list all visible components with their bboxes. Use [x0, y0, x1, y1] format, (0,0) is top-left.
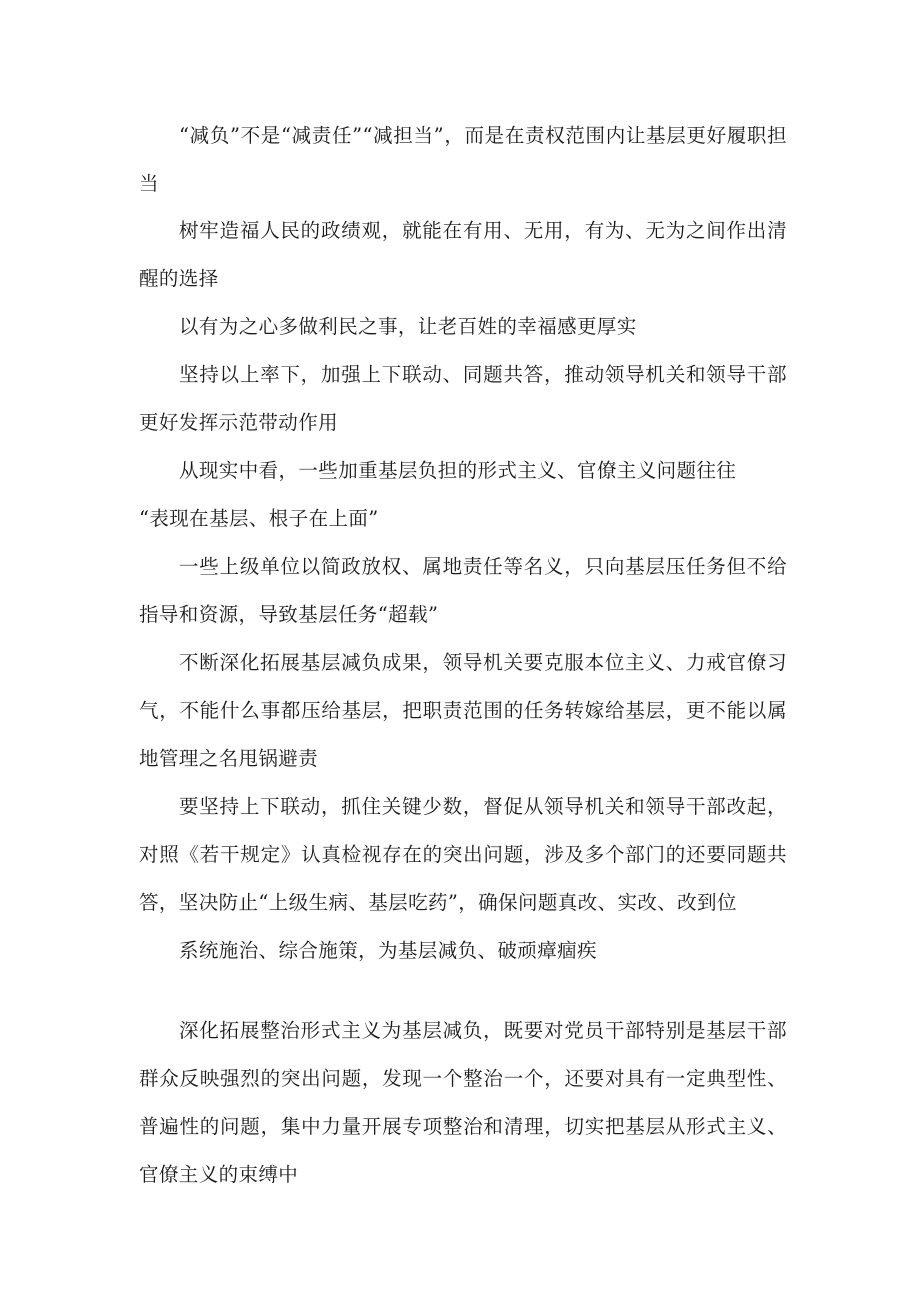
paragraph-4: 坚持以上率下，加强上下联动、同题共答，推动领导机关和领导干部更好发挥示范带动作用 — [139, 363, 787, 434]
paragraph-2: 树牢造福人民的政绩观，就能在有用、无用，有为、无为之间作出清醒的选择 — [139, 219, 787, 290]
paragraph-7: 一些上级单位以简政放权、属地责任等名义，只向基层压任务但不给指导和资源，导致基层任务“超载” — [139, 555, 787, 626]
paragraph-6: “表现在基层、根子在上面” — [139, 507, 379, 530]
paragraph-3: 以有为之心多做利民之事，让老百姓的幸福感更厚实 — [179, 315, 637, 338]
paragraph-heading-1: “减负”不是“减责任”“减担当”，而是在责权范围内让基层更好履职担当 — [139, 124, 787, 195]
paragraph-8: 不断深化拓展基层减负成果，领导机关要克服本位主义、力戒官僚习气，不能什么事都压给基层，把职责范围的任务转嫁给基层，更不能以属地管理之名甩锅避责 — [139, 651, 787, 770]
paragraph-9: 要坚持上下联动，抓住关键少数，督促从领导机关和领导干部改起，对照《若干规定》认真检视存在的突出问题，涉及多个部门的还要同题共答，坚决防止“上级生病、基层吃药”，确保问题真改、实改、改到位 — [139, 795, 787, 914]
paragraph-11: 深化拓展整治形式主义为基层减负，既要对党员干部特别是基层干部群众反映强烈的突出问题，发现一个整治一个，还要对具有一定典型性、普遍性的问题，集中力量开展专项整治和清理，切实把基层从形式主义、官僚主义的束缚中 — [139, 1019, 787, 1186]
paragraph-5: 从现实中看，一些加重基层负担的形式主义、官僚主义问题往往 — [179, 459, 737, 482]
paragraph-10: 系统施治、综合施策，为基层减负、破顽瘴痼疾 — [179, 939, 597, 962]
